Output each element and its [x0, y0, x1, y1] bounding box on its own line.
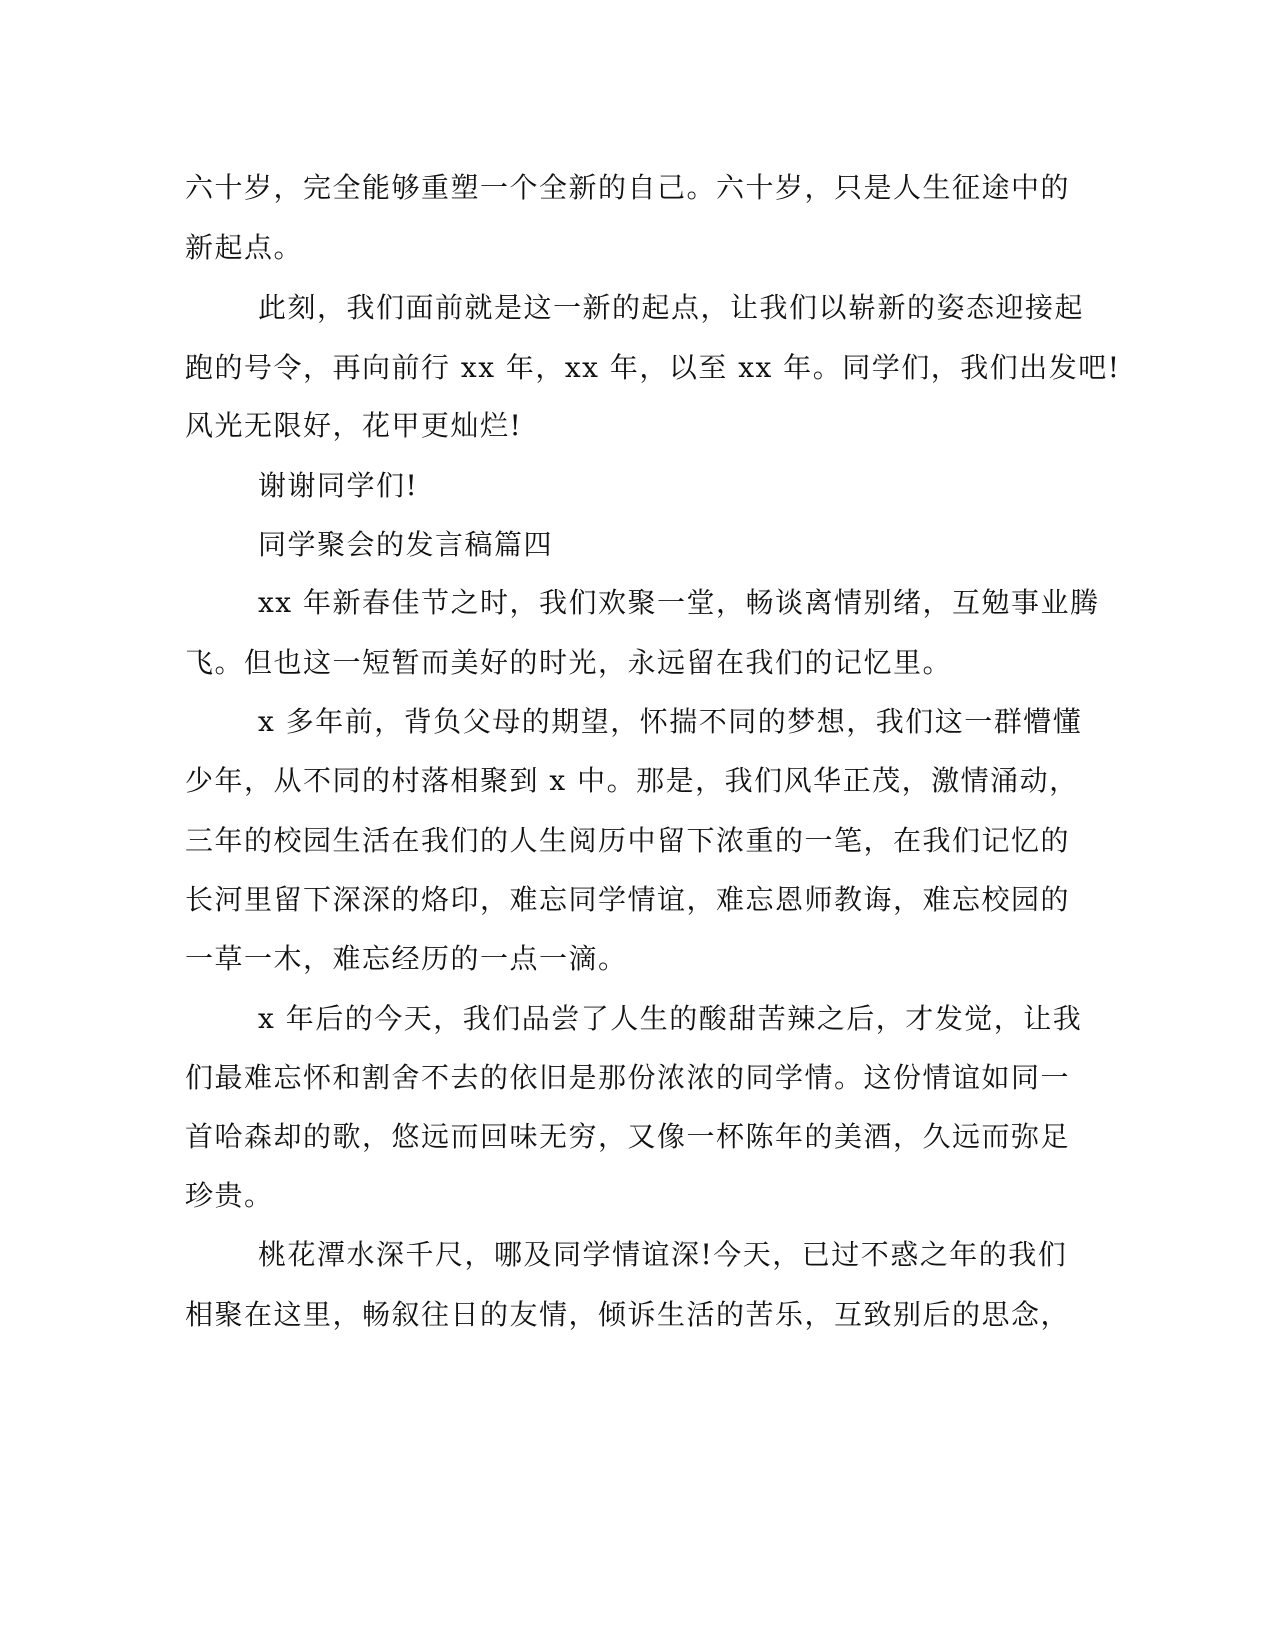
- text-line: 跑的号令，再向前行 xx 年，xx 年，以至 xx 年。同学们，我们出发吧!: [185, 351, 1121, 384]
- text-line: 长河里留下深深的烙印，难忘同学情谊，难忘恩师教诲，难忘校园的: [185, 883, 1071, 916]
- text-line: 们最难忘怀和割舍不去的依旧是那份浓浓的同学情。这份情谊如同一: [185, 1061, 1071, 1094]
- text-line: 新起点。: [185, 231, 304, 264]
- text-line: 三年的校园生活在我们的人生阅历中留下浓重的一笔，在我们记忆的: [185, 824, 1071, 857]
- text-line: 谢谢同学们!: [258, 469, 419, 502]
- text-line: 风光无限好，花甲更灿烂!: [185, 409, 523, 442]
- section-heading: 同学聚会的发言稿篇四: [258, 528, 554, 561]
- text-line: 六十岁，完全能够重塑一个全新的自己。六十岁，只是人生征途中的: [185, 171, 1071, 204]
- text-line: 相聚在这里，畅叙往日的友情，倾诉生活的苦乐，互致别后的思念，: [185, 1298, 1071, 1331]
- text-line: 少年，从不同的村落相聚到 x 中。那是，我们风华正茂，激情涌动，: [185, 764, 1079, 797]
- text-line: x 年后的今天，我们品尝了人生的酸甜苦辣之后，才发觉，让我: [258, 1002, 1083, 1035]
- text-line: 此刻，我们面前就是这一新的起点，让我们以崭新的姿态迎接起: [258, 291, 1085, 324]
- text-line: 飞。但也这一短暂而美好的时光，永远留在我们的记忆里。: [185, 646, 953, 679]
- text-line: 桃花潭水深千尺，哪及同学情谊深!今天，已过不惑之年的我们: [258, 1238, 1068, 1271]
- text-line: xx 年新春佳节之时，我们欢聚一堂，畅谈离情别绪，互勉事业腾: [258, 586, 1100, 619]
- text-line: x 多年前，背负父母的期望，怀揣不同的梦想，我们这一群懵懂: [258, 705, 1083, 738]
- text-line: 珍贵。: [185, 1179, 274, 1212]
- text-line: 首哈森却的歌，悠远而回味无穷，又像一杯陈年的美酒，久远而弥足: [185, 1120, 1071, 1153]
- text-line: 一草一木，难忘经历的一点一滴。: [185, 942, 628, 975]
